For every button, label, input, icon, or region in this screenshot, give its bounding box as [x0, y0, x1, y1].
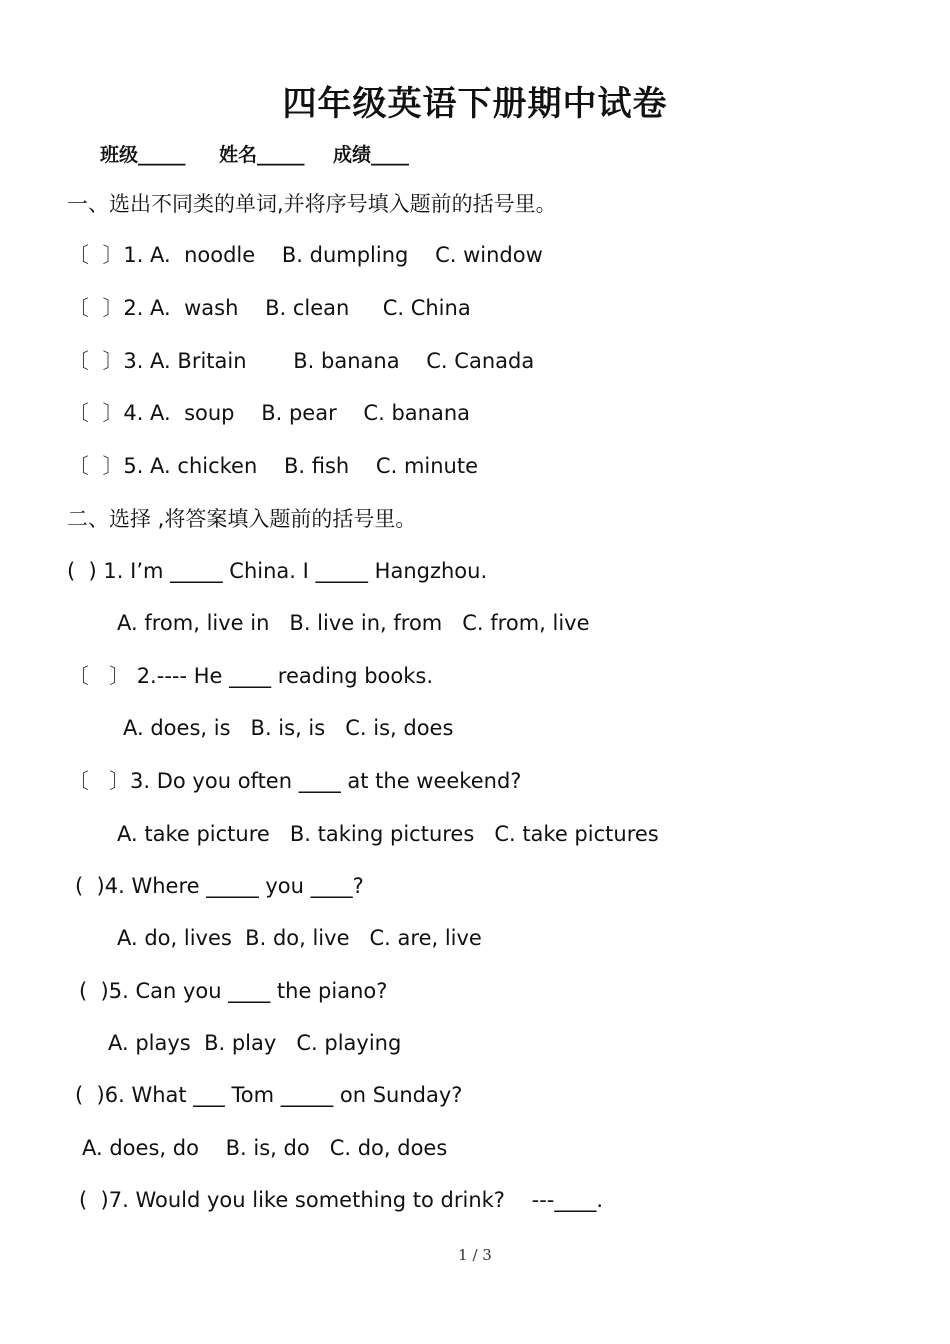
section2-question-4: ( )4. Where _____ you ____?: [75, 874, 364, 898]
section2-question-5: ( )5. Can you ____ the piano?: [79, 979, 388, 1003]
class-field: 班级_____: [100, 144, 186, 166]
section1-question-3: 〔 〕3. A. Britain B. banana C. Canada: [68, 349, 535, 373]
section2-heading: 二、选择 ,将答案填入题前的括号里。: [67, 507, 417, 531]
section2-question-7: ( )7. Would you like something to drink? ---____.: [79, 1188, 604, 1212]
section2-options-2: A. does, is B. is, is C. is, does: [123, 716, 454, 740]
section1-question-4: 〔 〕4. A. soup B. pear C. banana: [68, 401, 470, 425]
page-title: 四年级英语下册期中试卷: [282, 84, 668, 124]
section1-question-2: 〔 〕2. A. wash B. clean C. China: [68, 296, 471, 320]
section1-question-5: 〔 〕5. A. chicken B. fish C. minute: [68, 454, 479, 478]
section2-options-4: A. do, lives B. do, live C. are, live: [117, 926, 482, 950]
section2-options-6: A. does, do B. is, do C. do, does: [82, 1136, 448, 1160]
page-number: 1 / 3: [458, 1246, 492, 1264]
section2-question-2: 〔 〕 2.---- He ____ reading books.: [68, 664, 434, 688]
section2-question-3: 〔 〕3. Do you often ____ at the weekend?: [68, 769, 522, 793]
section2-options-5: A. plays B. play C. playing: [108, 1031, 402, 1055]
section2-options-1: A. from, live in B. live in, from C. from, live: [117, 611, 590, 635]
section1-heading: 一、选出不同类的单词,并将序号填入题前的括号里。: [67, 192, 557, 216]
section2-options-3: A. take picture B. taking pictures C. take pictures: [117, 822, 659, 846]
section1-question-1: 〔 〕1. A. noodle B. dumpling C. window: [68, 243, 543, 267]
section2-question-1: ( ) 1. I’m _____ China. I _____ Hangzhou.: [67, 559, 488, 583]
section2-question-6: ( )6. What ___ Tom _____ on Sunday?: [75, 1083, 463, 1107]
score-field: 成绩____: [333, 144, 410, 166]
name-field: 姓名_____: [219, 144, 305, 166]
